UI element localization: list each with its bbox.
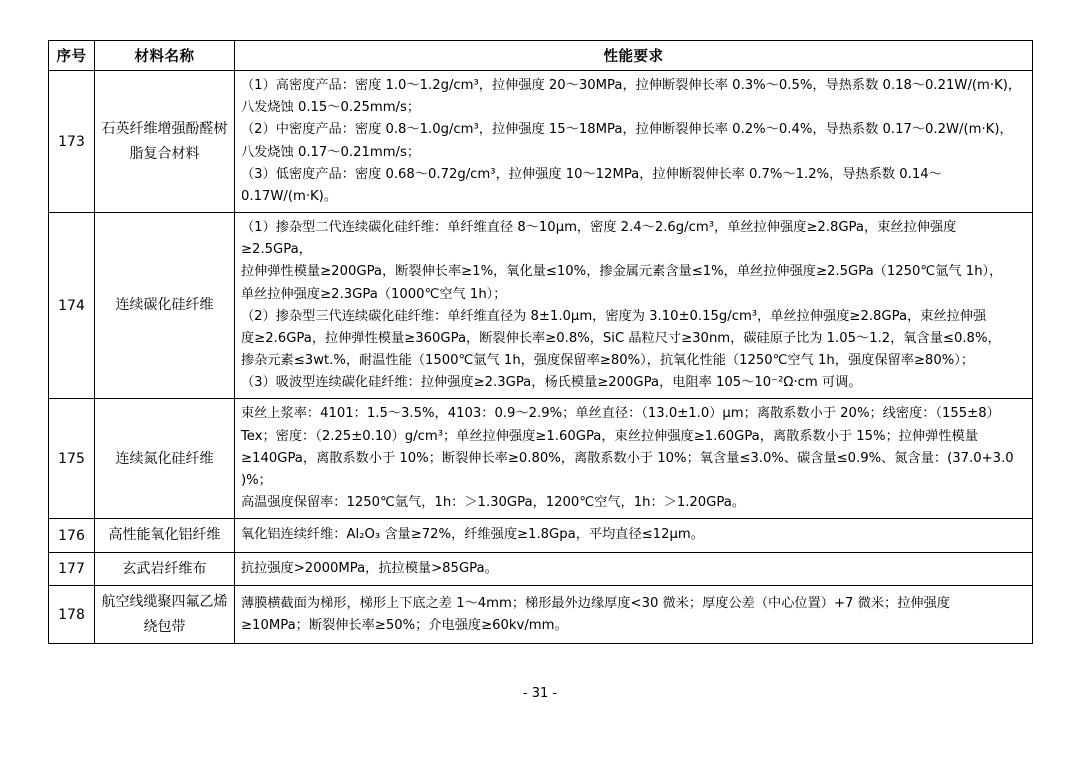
cell-no: 177 [49,552,95,586]
cell-requirement [235,586,1033,644]
cell-requirement [235,519,1033,553]
cell-material-name: 高性能氧化铝纤维 [95,519,235,553]
cell-requirement [235,399,1033,519]
cell-requirement [235,71,1033,213]
requirement-line: Tex；密度：（2.25±0.10）g/cm³；单丝拉伸强度≥1.60GPa，束丝拉伸强度≥1.60GPa，离散系数小于 15%；拉伸弹性模量 [241,428,978,444]
cell-no: 178 [49,586,95,644]
page-number: - 31 - [522,686,558,701]
requirement-line: 掺杂元素≤3wt.%，耐温性能（1500℃氩气 1h，强度保留率≥80%），抗氧化性能（1250℃空气 1h，强度保留率≥80%）； [241,353,975,369]
table-header-row [49,41,1033,71]
requirement-line: （1）掺杂型二代连续碳化硅纤维：单纤维直径 8～10μm，密度 2.4～2.6g/cm³，单丝拉伸强度≥2.8GPa，束丝拉伸强度≥2.5GPa， [241,220,957,258]
cell-material-name: 连续碳化硅纤维 [95,213,235,399]
table-body [49,71,1033,644]
requirement-line: （1）高密度产品：密度 1.0～1.2g/cm³，拉伸强度 20～30MPa，拉伸断裂伸长率 0.3%～0.5%，导热系数 0.18～0.21W/(m·K)， [241,78,1022,93]
table-row [49,213,1033,399]
requirement-line: 拉伸弹性模量≥200GPa，断裂伸长率≥1%，氧化量≤10%，掺金属元素含量≤1%，单丝拉伸强度≥2.5GPa（1250℃氩气 1h）， [241,264,1003,280]
cell-no: 173 [49,71,95,213]
cell-requirement [235,213,1033,399]
requirement-line: ≥10MPa；断裂伸长率≥50%；介电强度≥60kv/mm。 [241,617,568,633]
requirement-line: 薄膜横截面为梯形，梯形上下底之差 1～4mm；梯形最外边缘厚度<30 微米；厚度公差（中心位置）+7 微米；拉伸强度 [241,595,950,611]
cell-material-name: 石英纤维增强酚醛树脂复合材料 [95,71,235,213]
column-header-requirement: 性能要求 [235,41,1033,71]
table-row [49,586,1033,644]
requirement-line: 单丝拉伸强度≥2.3GPa（1000℃空气 1h）； [241,286,507,302]
requirement-line: 抗拉强度>2000MPa，抗拉模量>85GPa。 [241,560,498,576]
requirement-line: （3）吸波型连续碳化硅纤维：拉伸强度≥2.3GPa，杨氏模量≥200GPa，电阻率 105～10⁻²Ω·cm 可调。 [241,375,862,391]
requirement-line: （3）低密度产品：密度 0.68～0.72g/cm³，拉伸强度 10～12MPa，拉伸断裂伸长率 0.7%～1.2%，导热系数 0.14～0.17W/(m·K)。 [241,166,942,204]
requirement-line: （2）中密度产品：密度 0.8～1.0g/cm³，拉伸强度 15～18MPa，拉伸断裂伸长率 0.2%～0.4%，导热系数 0.17～0.2W/(m·K)， [241,122,1013,138]
cell-requirement [235,552,1033,586]
requirement-line: 八发烧蚀 0.15～0.25mm/s； [241,100,421,116]
material-specification-table [48,40,1033,644]
cell-material-name: 连续氮化硅纤维 [95,399,235,519]
table-row [49,552,1033,586]
cell-no: 175 [49,399,95,519]
table-header [49,41,1033,71]
requirement-line: ≥140GPa，离散系数小于 10%；断裂伸长率≥0.80%，离散系数小于 10%；氧含量≤3.0%、碳含量≤0.9%、氮含量：(37.0+3.0 )%； [241,450,1014,488]
column-header-name: 材料名称 [95,41,235,71]
requirement-line: （2）掺杂型三代连续碳化硅纤维：单纤维直径为 8±1.0μm，密度为 3.10±0.15g/cm³，单丝拉伸强度≥2.8GPa，束丝拉伸强 [241,308,987,324]
table-row [49,399,1033,519]
requirement-line: 高温强度保留率：1250℃氩气，1h：＞1.30GPa，1200℃空气，1h：＞1.20GPa。 [241,495,746,511]
table-row [49,519,1033,553]
cell-no: 174 [49,213,95,399]
cell-material-name: 玄武岩纤维布 [95,552,235,586]
requirement-line: 氧化铝连续纤维：Al₂O₃ 含量≥72%，纤维强度≥1.8Gpa，平均直径≤12μm。 [241,527,704,543]
table-row [49,71,1033,213]
cell-no: 176 [49,519,95,553]
column-header-no: 序号 [49,41,95,71]
requirement-line: 八发烧蚀 0.17～0.21mm/s； [241,144,421,160]
spec-table-container [48,40,1032,644]
requirement-line: 度≥2.6GPa，拉伸弹性模量≥360GPa，断裂伸长率≥0.8%，SiC 晶粒尺寸≥30nm，碳硅原子比为 1.05～1.2，氧含量≤0.8%， [241,330,1001,346]
cell-material-name: 航空线缆聚四氟乙烯绕包带 [95,586,235,644]
requirement-line: 束丝上浆率：4101：1.5～3.5%，4103：0.9～2.9%；单丝直径：（13.0±1.0）μm；离散系数小于 20%；线密度：（155±8） [241,406,1000,422]
